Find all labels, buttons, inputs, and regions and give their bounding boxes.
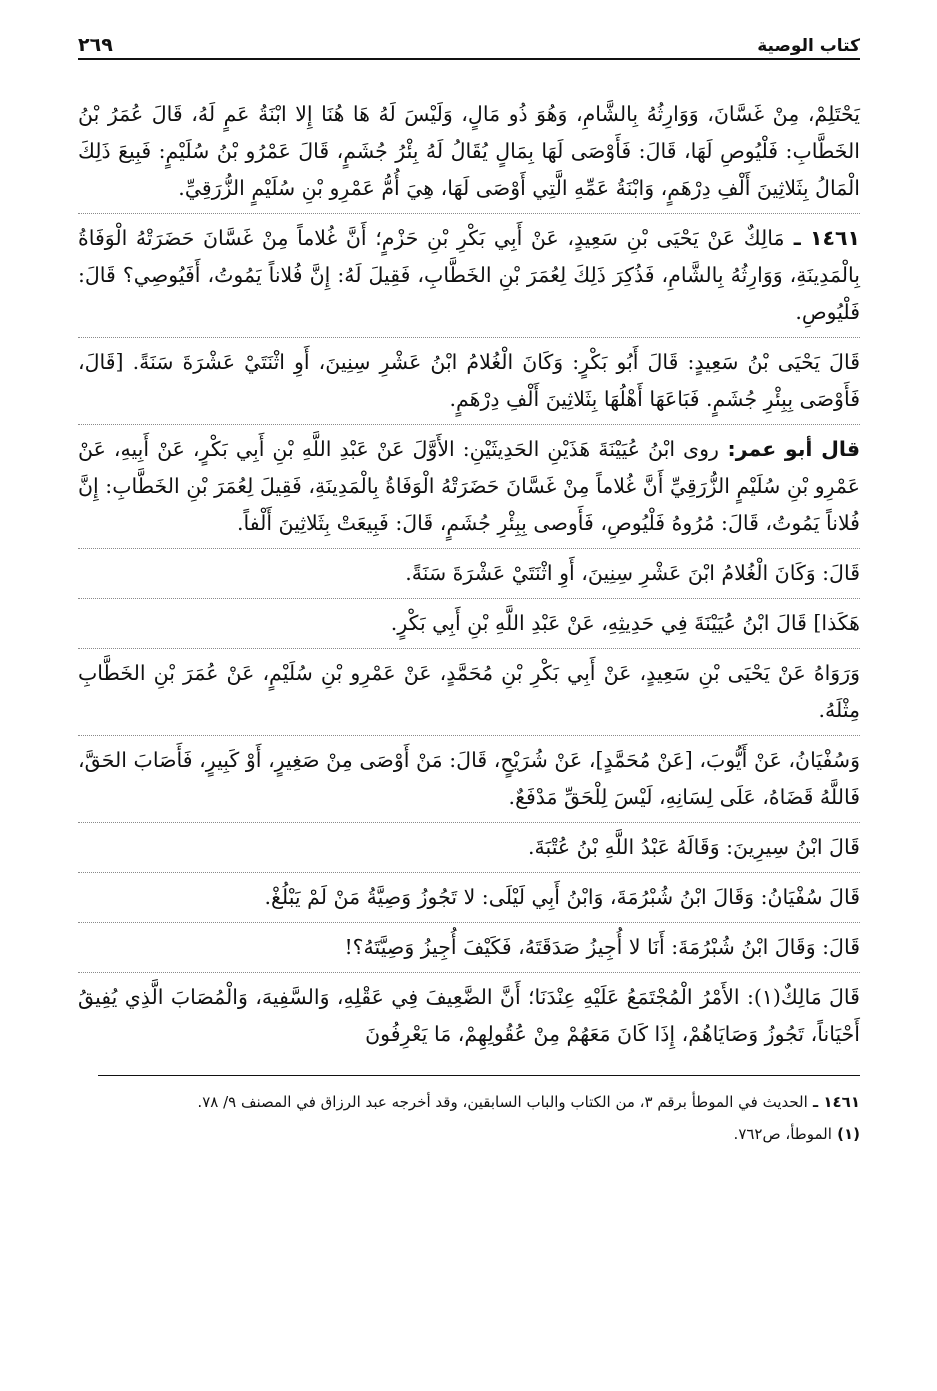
book-title: كتاب الوصية <box>757 36 860 56</box>
hadith-number: ١٤٦١ ـ <box>784 226 861 250</box>
footnote <box>78 1088 860 1116</box>
paragraph <box>78 344 860 425</box>
paragraph <box>78 979 860 1057</box>
paragraph <box>78 655 860 736</box>
footnote <box>78 1120 860 1148</box>
paragraph <box>78 555 860 599</box>
paragraph-text: قَالَ ابْنُ سِيرِينَ: وَقَالَهُ عَبْدُ اللَّهِ بْنُ عُتْبَةَ. <box>528 835 860 859</box>
paragraph-text: وَرَوَاهُ عَنْ يَحْيَى بْنِ سَعِيدٍ، عَنْ أَبِي بَكْرِ بْنِ مُحَمَّدٍ، عَنْ عَمْرِو بْنِ سُلَيْمٍ، عَنْ عُمَرَ بْنِ الخَطَّابِ مِثْلَهُ. <box>78 661 860 722</box>
book-page <box>78 28 860 1368</box>
commentary-paragraph <box>78 431 860 549</box>
paragraph-text: قَالَ يَحْيَى بْنُ سَعِيدٍ: قَالَ أَبُو بَكْرٍ: وَكَانَ الْغُلامُ ابْنُ عَشْرِ سِنِينَ، أَوِ اثْنَتَيْ عَشْرَةَ سَنَةً. [قَالَ، فَأَوْصَى بِبِئْرِ جُشَمٍ. فَبَاعَهَا أَهْلُهَا بِثَلاثِينَ أَلْفِ دِرْهَمٍ. <box>78 350 860 411</box>
paragraph-text: يَحْتَلِمْ، مِنْ غَسَّانَ، وَوَارِثُهُ بِالشَّامِ، وَهُوَ ذُو مَالٍ، وَلَيْسَ لَهُ هَا هُنَا إِلا ابْنَةُ عَمٍ لَهُ، قَالَ عُمَرُ بْنُ الخَطَّابِ: فَلْيُوصِ لَهَا، قَالَ: فَأَوْصَى لَهَا بِمَالٍ يُقَالُ لَهُ بِئْرُ جُشَمٍ، قَالَ عَمْرُو بْنُ سُلَيْمٍ: فَبِيعَ ذَلِكَ الْمَالُ بِثَلاثِينَ أَلْفِ دِرْهَمٍ، وَابْنَةُ عَمِّهِ الَّتِي أَوْصَى لَهَا، هِيَ أُمُّ عَمْرِو بْنِ سُلَيْمٍ الزُّرَقِيِّ. <box>78 102 860 200</box>
page-number: ٢٦٩ <box>78 34 113 56</box>
paragraph-text: قَالَ سُفْيَانُ: وَقَالَ ابْنُ شُبْرُمَةَ، وَابْنُ أَبِي لَيْلَى: لا تَجُوزُ وَصِيَّةُ مَنْ لَمْ يَبْلُغْ. <box>264 885 860 909</box>
paragraph-text: قَالَ: وَكَانَ الْغُلامُ ابْنَ عَشْرِ سِنِينَ، أَوِ اثْنَتَيْ عَشْرَةَ سَنَةً. <box>405 561 860 585</box>
paragraph-text: قَالَ مَالِكٌ(١): الأَمْرُ الْمُجْتَمَعُ عَلَيْهِ عِنْدَنَا؛ أَنَّ الضَّعِيفَ فِي عَقْلِهِ، وَالسَّفِيهَ، وَالْمُصَابَ الَّذِي يُفِيقُ أَحْيَاناً، تَجُوزُ وَصَايَاهُمْ، إِذَا كَانَ مَعَهُمْ مِنْ عُقُولِهِمْ، مَا يَعْرِفُونَ <box>78 985 860 1046</box>
main-text <box>78 96 860 1057</box>
paragraph <box>78 742 860 823</box>
running-header <box>78 28 860 60</box>
paragraph <box>78 96 860 214</box>
paragraph <box>78 929 860 973</box>
paragraph-text: هَكَذا] قَالَ ابْنُ عُيَيْنَةَ فِي حَدِيثِهِ، عَنْ عَبْدِ اللَّهِ بْنِ أَبِي بَكْرٍ. <box>390 611 860 635</box>
hadith-paragraph <box>78 220 860 338</box>
footnote-number: ١٤٦١ ـ <box>807 1093 860 1111</box>
footnote-text: الموطأ، ص٧٦٢. <box>733 1125 832 1143</box>
footnotes <box>78 1088 860 1148</box>
paragraph-text: روى ابْنُ عُيَيْنَةَ هَذَيْنِ الحَدِيثَيْنِ: الأَوَّلَ عَنْ عَبْدِ اللَّهِ بْنِ أَبِي بَكْرٍ، عَنْ أَبِيهِ، عَنْ عَمْرِو بْنِ سُلَيْمٍ الزُّرَقِيِّ أَنَّ غُلاماً مِنْ غَسَّانَ حَضَرَتْهُ الْوَفَاةُ بِالْمَدِينَةِ، فَقِيلَ لِعُمَرَ بْنِ الخَطَّابِ: إِنَّ فُلاناً يَمُوتُ، قَالَ: مُرُوهُ فَلْيُوصِ، فَأَوصى بِبِئْرِ جُشَمٍ، قَالَ: فَبِيعَتْ بِثَلاثِينَ أَلْفاً. <box>78 437 860 535</box>
paragraph-text: قَالَ: وَقَالَ ابْنُ شُبْرُمَةَ: أَنَا لا أُجِيزُ صَدَقَتَهُ، فَكَيْفَ أُجِيزُ وَصِيَّتَهُ؟! <box>344 935 860 959</box>
paragraph <box>78 829 860 873</box>
footnote-divider <box>98 1075 860 1076</box>
paragraph-text: مَالِكٌ عَنْ يَحْيَى بْنِ سَعِيدٍ، عَنْ أَبِي بَكْرِ بْنِ حَزْمٍ؛ أَنَّ غُلاماً مِنْ غَسَّانَ حَضَرَتْهُ الْوَفَاةُ بِالْمَدِينَةِ، وَوَارِثُهُ بِالشَّامِ، فَذُكِرَ ذَلِكَ لِعُمَرَ بْنِ الخَطَّابِ، فَقِيلَ لَهُ: إِنَّ فُلاناً يَمُوتُ، أَفَيُوصِي؟ قَالَ: فَلْيُوصِ. <box>78 226 860 324</box>
commentary-lead: قال أبو عمر: <box>718 437 861 461</box>
paragraph <box>78 879 860 923</box>
paragraph-text: وَسُفْيَانُ، عَنْ أَيُّوبَ، [عَنْ مُحَمَّدٍ]، عَنْ شُرَيْحٍ، قَالَ: مَنْ أَوْصَى مِنْ صَغِيرٍ، أَوْ كَبِيرٍ، فَأَصَابَ الحَقَّ، فَاللَّهُ قَضَاهُ، عَلَى لِسَانِهِ، لَيْسَ لِلْحَقِّ مَدْفَعٌ. <box>78 748 860 809</box>
paragraph <box>78 605 860 649</box>
footnote-text: الحديث في الموطأ برقم ٣، من الكتاب والباب السابقين، وقد أخرجه عبد الرزاق في المصنف ٩/ ٧٨. <box>197 1093 808 1111</box>
footnote-number: (١) <box>831 1125 860 1143</box>
